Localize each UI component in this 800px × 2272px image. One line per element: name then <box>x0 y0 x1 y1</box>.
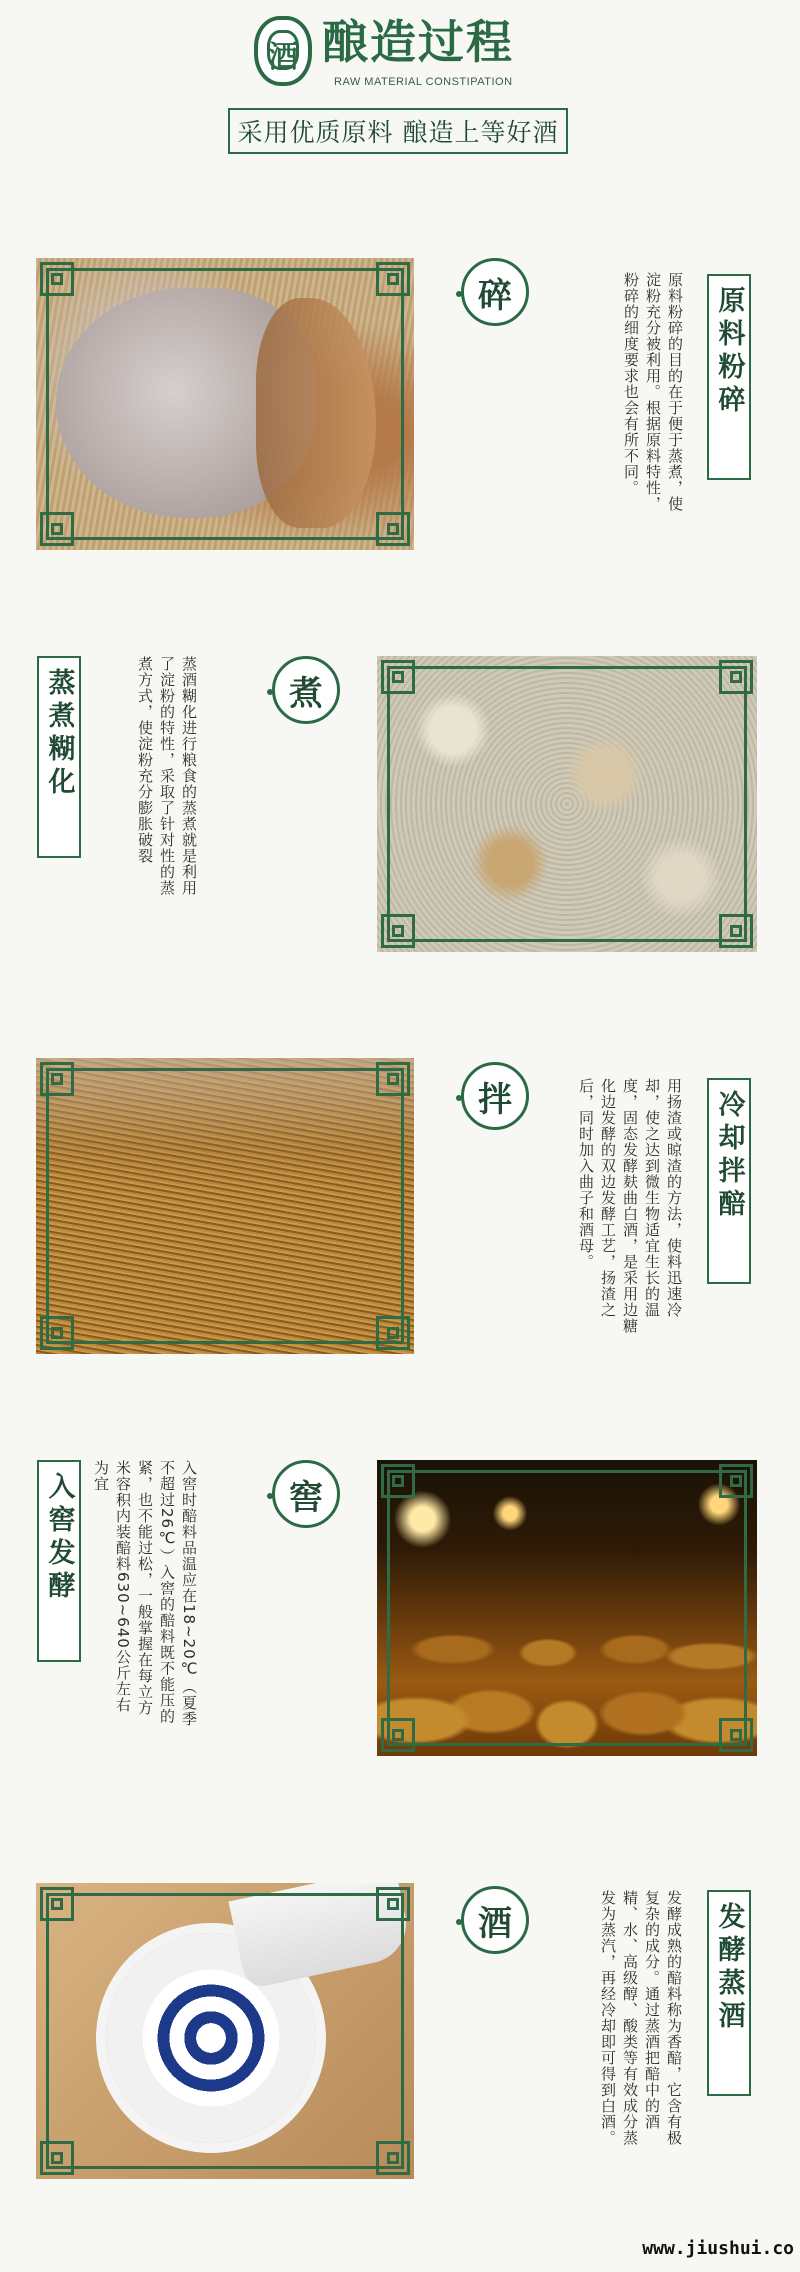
frame-corner <box>40 1316 74 1350</box>
step-description: 入窖时醅料品温应在18~20℃（夏季不超过26℃）入窖的醅料既不能压的紧，也不能过松，一般掌握在每立方米容积内装醅料630~640公斤左右为宜 <box>92 1460 198 1727</box>
photo-cooling-grain <box>36 1058 414 1354</box>
photo-frame <box>46 268 404 540</box>
logo-char: 酒 <box>268 40 298 75</box>
step-description: 原料粉碎的目的在于便于蒸煮，使淀粉充分被利用。根据原料特性，粉碎的细度要求也会有所不同。 <box>622 272 684 512</box>
photo-steamed-grain <box>377 656 757 952</box>
photo-frame <box>387 1470 747 1746</box>
step-description: 蒸酒糊化进行粮食的蒸煮就是利用了淀粉的特性，采取了针对性的蒸煮方式，使淀粉充分膨胀破裂 <box>136 656 198 896</box>
frame-corner <box>719 914 753 948</box>
step-title-box <box>707 1078 751 1284</box>
step-title-box <box>37 656 81 858</box>
step-title: 原料粉碎 <box>713 286 745 418</box>
frame-corner <box>719 660 753 694</box>
step-title: 冷却拌醅 <box>713 1090 745 1222</box>
photo-pouring-liquor <box>36 1883 414 2179</box>
photo-frame <box>387 666 747 942</box>
step-title-box <box>707 1890 751 2096</box>
step-description: 用扬渣或晾渣的方法，使料迅速冷却，使之达到微生物适宜生长的温度，固态发酵麸曲白酒，是采用边糖化边发酵的双边发酵工艺，扬渣之后，同时加入曲子和酒母。 <box>577 1078 683 1334</box>
frame-corner <box>40 2141 74 2175</box>
frame-corner <box>40 1887 74 1921</box>
step-icon-mix: 拌 <box>461 1062 529 1130</box>
frame-corner <box>376 1062 410 1096</box>
step-icon-crush: 碎 <box>461 258 529 326</box>
frame-corner <box>376 1316 410 1350</box>
frame-corner <box>376 2141 410 2175</box>
frame-corner <box>40 1062 74 1096</box>
frame-corner <box>40 512 74 546</box>
photo-frame <box>46 1068 404 1344</box>
frame-corner <box>381 660 415 694</box>
tagline-box: 采用优质原料 酿造上等好酒 <box>228 108 568 154</box>
brand-logo <box>254 16 312 86</box>
frame-corner <box>719 1464 753 1498</box>
step-title-box <box>37 1460 81 1662</box>
frame-corner <box>376 1887 410 1921</box>
frame-corner <box>376 512 410 546</box>
frame-corner <box>381 1718 415 1752</box>
frame-corner <box>40 262 74 296</box>
step-title-box <box>707 274 751 480</box>
step-icon-liquor: 酒 <box>461 1886 529 1954</box>
footer-site-url: www.jiushui.co <box>642 2238 794 2259</box>
frame-corner <box>719 1718 753 1752</box>
step-icon-boil: 煮 <box>272 656 340 724</box>
page-title: 酿造过程 <box>322 15 514 69</box>
step-title: 入窖发酵 <box>43 1472 75 1604</box>
photo-fermentation-cellar <box>377 1460 757 1756</box>
step-title: 蒸煮糊化 <box>43 668 75 800</box>
frame-corner <box>381 914 415 948</box>
step-description: 发酵成熟的醅料称为香醅，它含有极复杂的成分。通过蒸酒把醅中的酒精、水、高级醇、酸类等有效成分蒸发为蒸汽，再经冷却即可得到白酒。 <box>599 1890 683 2146</box>
photo-crushed-grain <box>36 258 414 550</box>
frame-corner <box>381 1464 415 1498</box>
page-subtitle-en: RAW MATERIAL CONSTIPATION <box>334 76 513 88</box>
step-title: 发酵蒸酒 <box>713 1902 745 2034</box>
frame-corner <box>376 262 410 296</box>
step-icon-cellar: 窖 <box>272 1460 340 1528</box>
photo-frame <box>46 1893 404 2169</box>
